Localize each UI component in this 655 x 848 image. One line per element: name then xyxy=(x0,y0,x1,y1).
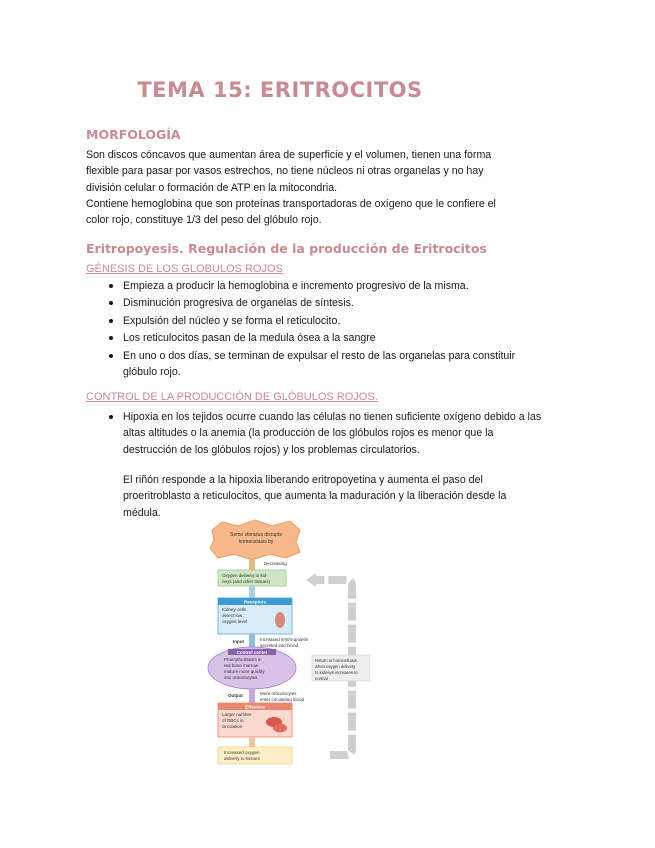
control-list xyxy=(86,408,543,458)
kidney-icon xyxy=(275,612,285,628)
output-text-line-1: More reticulocytes xyxy=(260,691,297,696)
effectors-text-line-3: circulation xyxy=(222,724,243,729)
return-text-line-4: normal xyxy=(315,676,328,681)
genesis-subheading: GÉNESIS DE LOS GLOBULOS ROJOS xyxy=(86,263,283,275)
input-text-line-2: secreted into blood xyxy=(260,643,299,648)
list-item: • Empieza a producir la hemoglobina e incremento progresivo de la misma. xyxy=(123,277,543,294)
control-subheading: CONTROL DE LA PRODUCCIÓN DE GLÓBULOS ROJOS. xyxy=(86,391,378,403)
effectors-text-line-2: of RBCs in xyxy=(222,718,244,723)
page-title: TEMA 15: ERITROCITOS xyxy=(137,78,423,102)
list-item: • Los reticulocitos pasan de la medula ósea a la sangre xyxy=(123,329,543,346)
list-item: • En uno o dos días, se terminan de expulsar el resto de las organelas para constituir glóbulo rojo. xyxy=(123,347,543,381)
receptors-text-line-1: Kidney cells xyxy=(222,607,247,612)
response-text-line-1: Increased oxygen xyxy=(224,750,260,755)
control-text-line-3: mature more quickly xyxy=(224,669,265,674)
output-label: Output xyxy=(228,693,243,698)
return-text-line-3: to kidneys increases to xyxy=(315,670,358,675)
receptors-title: Receptors xyxy=(243,599,267,605)
list-item: • Hipoxia en los tejidos ocurre cuando las células no tienen suficiente oxígeno debido a las altas altitudes o la anemia (la producción de los glóbulos rojos es menor que la destrucción de los glóbulos rojos) y los problemas circulatorios. xyxy=(123,408,543,458)
stimulus-text-line-2: homeostasis by xyxy=(238,539,274,545)
decreasing-label: Decreasing xyxy=(264,561,287,566)
control-text-line-1: Proerythroblasts in xyxy=(224,657,262,662)
return-text-line-2: when oxygen delivery xyxy=(315,664,356,669)
morfologia-text xyxy=(86,147,516,228)
receptors-text-line-3: oxygen level xyxy=(222,619,248,624)
list-item: • Disminución progresiva de organelas de síntesis. xyxy=(123,294,543,311)
morfologia-heading: MORFOLOGÍA xyxy=(86,127,181,142)
input-text-line-1: Increased erythropoietin xyxy=(260,637,309,642)
control-text-line-2: red bone marrow xyxy=(224,663,259,668)
receptors-text-line-2: detect low xyxy=(222,613,243,618)
return-text-line-1: Return to homeostasis xyxy=(315,658,357,663)
control-paragraph: El riñón responde a la hipoxia liberando eritropoyetina y aumenta el paso del proeritroblasto a reticulocitos, que aumenta la maduración y la liberación desde la médula. xyxy=(123,474,507,519)
controlled-text-line-1: Oxygen delivery to kid- xyxy=(222,573,268,578)
response-text-line-2: delivery to tissues xyxy=(224,756,260,761)
input-label: Input xyxy=(233,639,244,644)
genesis-list xyxy=(86,277,543,380)
stimulus-text-line-1: Some stimulus disrupts xyxy=(230,532,282,538)
control-text-line-4: into reticulocytes xyxy=(224,675,258,680)
eritropoyesis-heading: Eritropoyesis. Regulación de la producción de Eritrocitos xyxy=(86,241,487,256)
morfologia-paragraph-1: Son discos cóncavos que aumentan área de superficie y el volumen, tienen una forma flexible para pasar por vasos estrechos, no tiene núcleos ni otras organelas y no hay división celular o formación de ATP en la mitocondria. xyxy=(86,149,492,194)
control-center-title: Control center xyxy=(236,650,268,655)
effectors-title: Effectors xyxy=(245,704,265,710)
controlled-text-line-2: neys (and other tissues) xyxy=(222,579,271,584)
list-item: • Expulsión del núcleo y se forma el reticulocito. xyxy=(123,312,543,329)
morfologia-paragraph-2: Contiene hemoglobina que son proteínas transportadoras de oxígeno que le confiere el color rojo, constituye 1/3 del peso del glóbulo rojo. xyxy=(86,197,496,227)
erythropoiesis-feedback-diagram xyxy=(200,518,370,768)
effectors-text-line-1: Larger number xyxy=(222,712,252,717)
output-text-line-2: enter circulating blood xyxy=(260,697,305,702)
